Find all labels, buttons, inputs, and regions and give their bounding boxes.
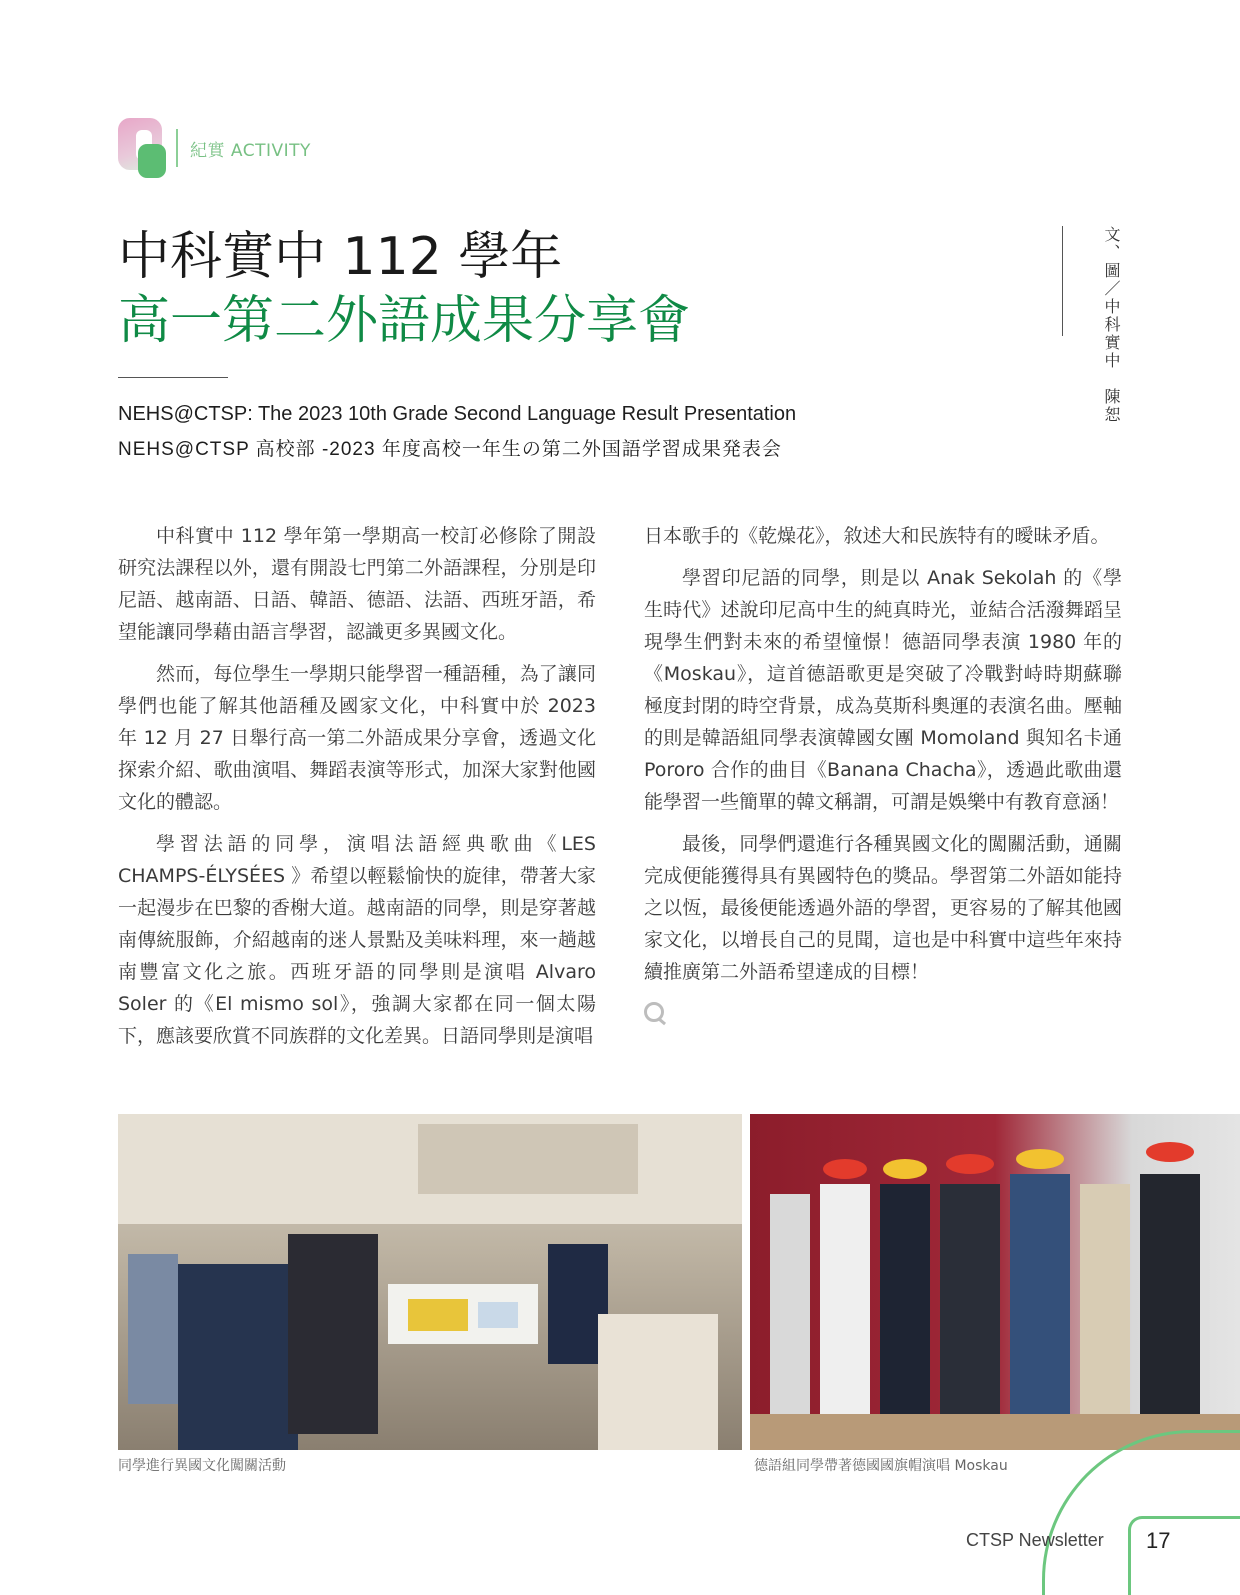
paragraph: 學習印尼語的同學，則是以 Anak Sekolah 的《學生時代》述說印尼高中生的純真時光，並結合活潑舞蹈呈現學生們對未來的希望憧憬！德語同學表演 1980 年的《Moskau》，這首德語歌更是突破了冷戰對峙時期蘇聯極度封閉的時空背景，成為莫斯科奧運的表演名曲。壓軸的則是韓語組同學表演韓國女團 Momoland 與知名卡通 Pororo 合作的曲目《Banana Chacha》，透過此歌曲還能學習一些簡單的韓文稱謂，可謂是娛樂中有教育意涵！ xyxy=(644,567,1122,813)
paragraph: 學習法語的同學，演唱法語經典歌曲《LES CHAMPS-ÉLYSÉES 》希望以輕鬆愉快的旋律，帶著大家一起漫步在巴黎的香榭大道。越南語的同學，則是穿著越南傳統服飾，介紹越南的迷人景點及美味料理，來一趟越南豐富文化之旅。西班牙語的同學則是演唱 Alvaro Soler 的《El mismo sol》，強調大家都在同一個太陽下，應該要欣賞不同族群的文化差異。日語同學則是演唱 xyxy=(118,833,596,1047)
subtitle xyxy=(118,400,796,464)
magnifier-end-icon xyxy=(644,1002,664,1022)
byline-divider xyxy=(1062,226,1063,336)
page-number: 17 xyxy=(1146,1528,1171,1553)
subtitle-japanese: NEHS@CTSP 高校部 -2023 年度高校一年生の第二外国語学習成果発表会 xyxy=(118,439,782,460)
paragraph: 然而，每位學生一學期只能學習一種語種，為了讓同學們也能了解其他語種及國家文化，中科實中於 2023 年 12 月 27 日舉行高一第二外語成果分享會，透過文化探索介紹、歌曲演唱、舞蹈表演等形式，加深大家對他國文化的體認。 xyxy=(118,663,596,813)
article-title xyxy=(118,228,690,350)
paragraph: 最後，同學們還進行各種異國文化的闖關活動，通關完成便能獲得具有異國特色的獎品。學習第二外語如能持之以恆，最後便能透過外語的學習，更容易的了解其他國家文化，以增長自己的見聞，這也是中科實中這些年來持續推廣第二外語希望達成的目標！ xyxy=(644,833,1122,983)
title-line-1: 中科實中 112 學年 xyxy=(118,227,563,287)
section-label: 紀實 ACTIVITY xyxy=(190,140,311,161)
photo-caption: 同學進行異國文化闖關活動 xyxy=(118,1458,286,1474)
title-line-2: 高一第二外語成果分享會 xyxy=(118,291,691,351)
section-header xyxy=(118,118,311,178)
newsletter-name: CTSP Newsletter xyxy=(966,1530,1104,1550)
photo-cultural-activity xyxy=(118,1114,742,1450)
paragraph: 日本歌手的《乾燥花》，敘述大和民族特有的曖昧矛盾。 xyxy=(644,525,1110,547)
section-divider xyxy=(176,129,178,167)
ctsp-logo-icon xyxy=(118,118,166,178)
paragraph: 中科實中 112 學年第一學期高一校訂必修除了開設研究法課程以外，還有開設七門第二外語課程，分別是印尼語、越南語、日語、韓語、德語、法語、西班牙語，希望能讓同學藉由語言學習，認識更多異國文化。 xyxy=(118,525,596,643)
body-column-left xyxy=(118,520,596,1062)
subtitle-english: NEHS@CTSP: The 2023 10th Grade Second Language Result Presentation xyxy=(118,403,797,425)
byline: 文、圖／中科實中 陳恕 xyxy=(1102,226,1121,424)
photo-german-performance xyxy=(750,1114,1240,1450)
body-column-right xyxy=(644,520,1122,1032)
photo-caption: 德語組同學帶著德國國旗帽演唱 Moskau xyxy=(754,1458,1008,1474)
page-number-box xyxy=(1128,1516,1240,1595)
title-rule xyxy=(118,377,228,378)
